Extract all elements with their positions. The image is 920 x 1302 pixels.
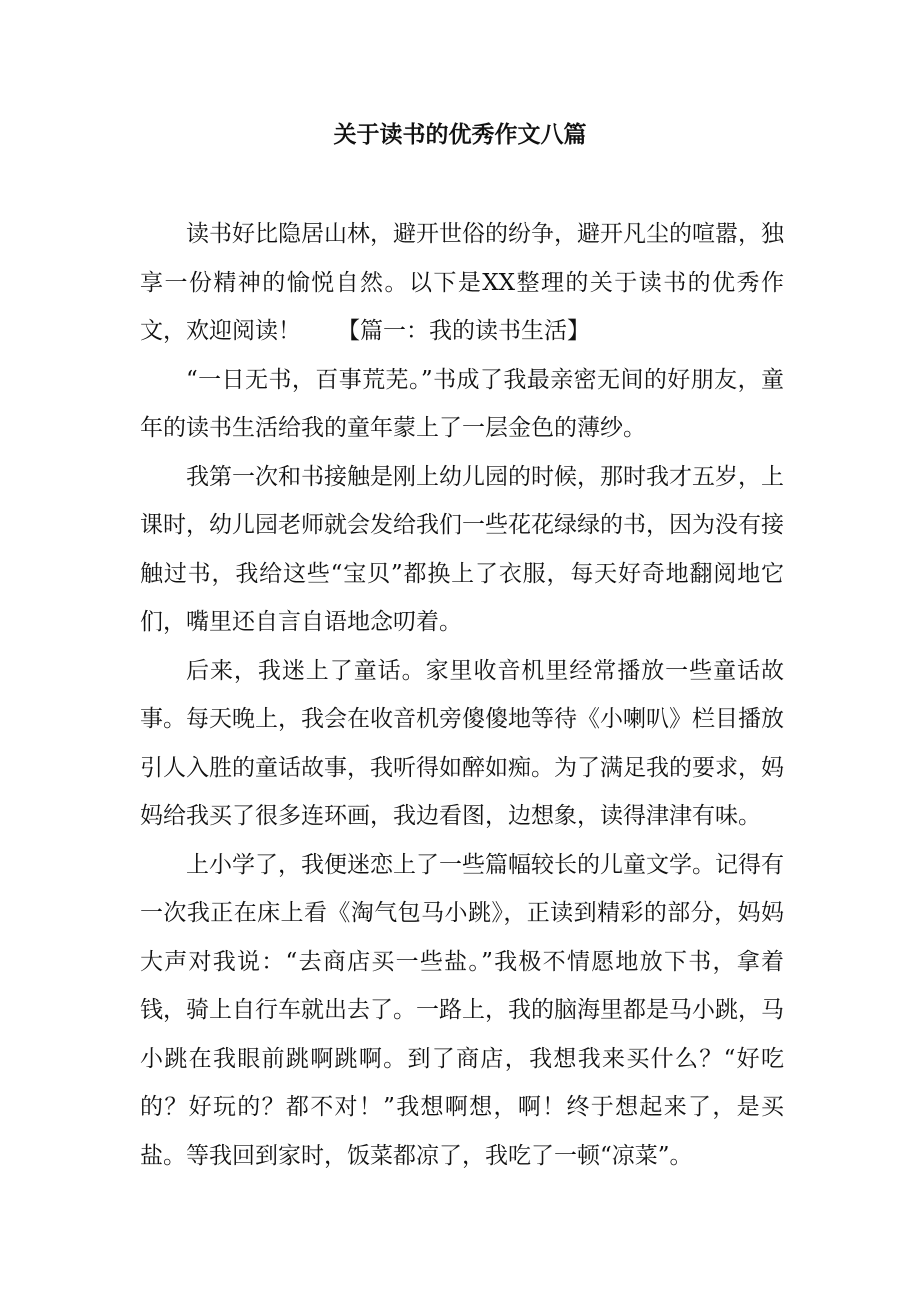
body-paragraph: “一日无书，百事荒芜。”书成了我最亲密无间的好朋友，童年的读书生活给我的童年蒙上了一层金色的薄纱。 bbox=[140, 366, 784, 441]
document-body bbox=[140, 210, 784, 1180]
body-paragraph: 我第一次和书接触是刚上幼儿园的时候，那时我才五岁，上课时，幼儿园老师就会发给我们一些花花绿绿的书，因为没有接触过书，我给这些“宝贝”都换上了衣服，每天好奇地翻阅地它们，嘴里还自言自语地念叨着。 bbox=[140, 463, 784, 635]
document-title: 关于读书的优秀作文八篇 bbox=[333, 121, 587, 148]
section-heading: 【篇一：我的读书生活】 bbox=[337, 318, 590, 344]
intro-paragraph bbox=[140, 210, 784, 356]
body-paragraph: 上小学了，我便迷恋上了一些篇幅较长的儿童文学。记得有一次我正在床上看《淘气包马小跳》，正读到精彩的部分，妈妈大声对我说：“去商店买一些盐。”我极不情愿地放下书，拿着钱，骑上自行车就出去了。一路上，我的脑海里都是马小跳，马小跳在我眼前跳啊跳啊。到了商店，我想我来买什么？“好吃的？好玩的？都不对！”我想啊想，啊！终于想起来了，是买盐。等我回到家时，饭菜都凉了，我吃了一顿“凉菜”。 bbox=[140, 851, 784, 1169]
body-paragraph: 后来，我迷上了童话。家里收音机里经常播放一些童话故事。每天晚上，我会在收音机旁傻傻地等待《小喇叭》栏目播放引人入胜的童话故事，我听得如醉如痴。为了满足我的要求，妈妈给我买了很多连环画，我边看图，边想象，读得津津有味。 bbox=[140, 657, 784, 829]
intro-text: 读书好比隐居山林，避开世俗的纷争，避开凡尘的喧嚣，独享一份精神的愉悦自然。以下是XX整理的关于读书的优秀作文，欢迎阅读！ bbox=[140, 221, 784, 344]
